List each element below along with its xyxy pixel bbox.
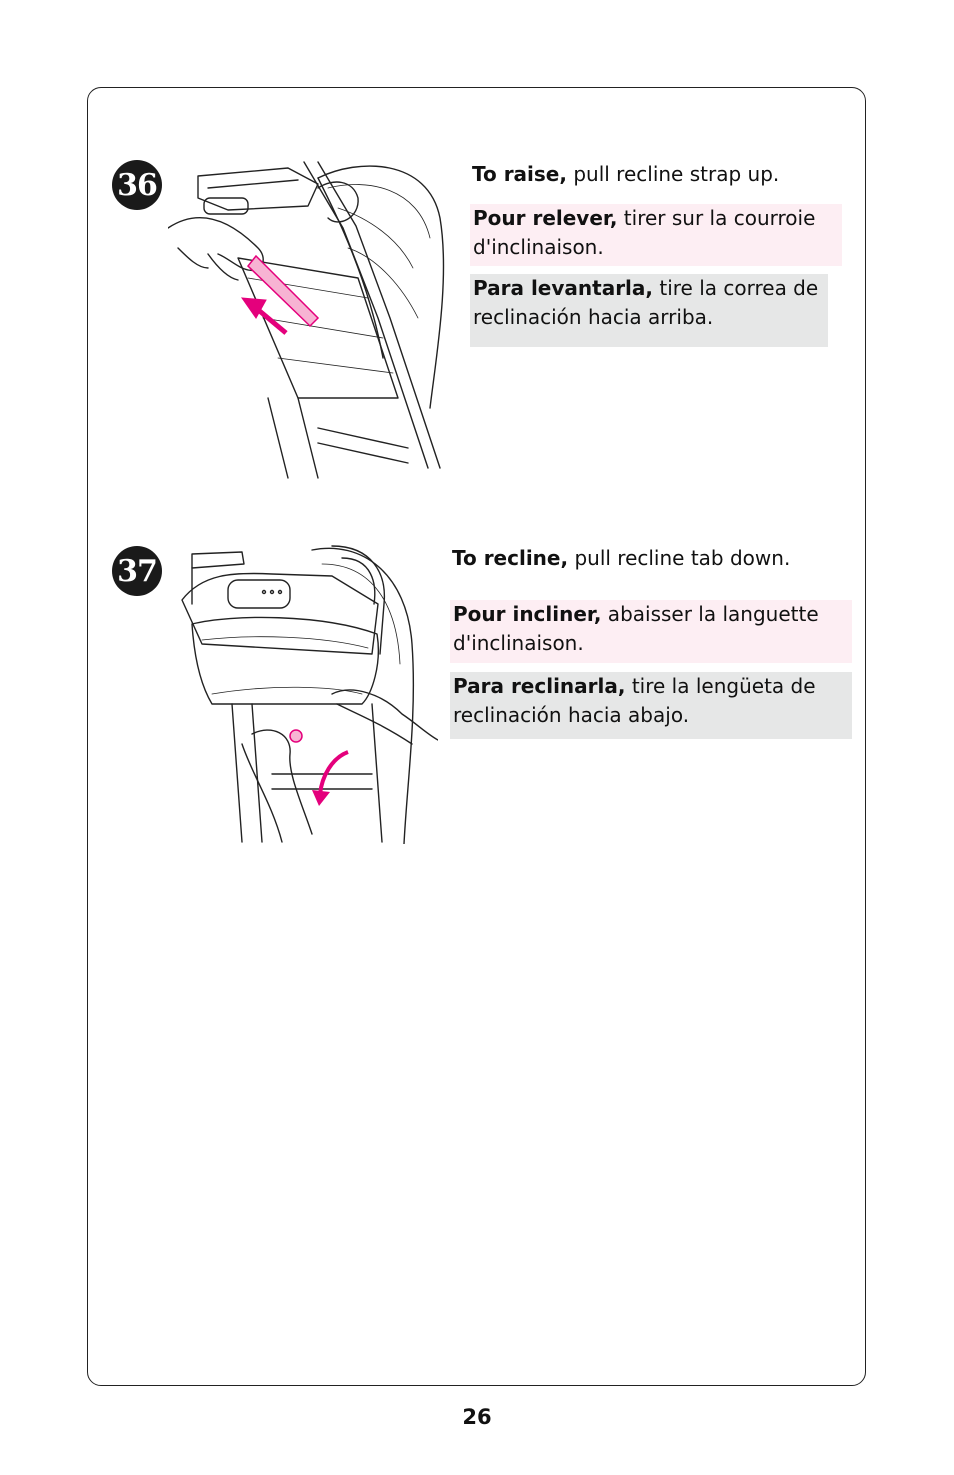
step-36-spanish-text: tire la correa de reclinación hacia arriba. [473,276,819,329]
step-37-spanish-instruction [450,672,852,739]
step-37-english-instruction [452,544,790,573]
step-36-french-instruction [470,204,842,266]
step-37-english-text: pull recline tab down. [568,546,791,570]
step-36-spanish-bold: Para levantarla, [473,276,653,300]
step-37-spanish-bold: Para reclinarla, [453,674,626,698]
step-36-french-bold: Pour relever, [473,206,618,230]
step-37-spanish-text: tire la lengüeta de reclinación hacia abajo. [453,674,816,727]
step-36-english-instruction [472,160,779,189]
stroller-recline-tab-down-illustration [172,544,438,844]
step-36-english-bold: To raise, [472,162,567,186]
step-37-number: 37 [117,553,157,589]
step-36-french-text: tirer sur la courroie d'inclinaison. [473,206,816,259]
stroller-recline-strap-up-illustration [168,158,454,480]
step-36-badge [112,160,162,210]
step-37-french-bold: Pour incliner, [453,602,602,626]
step-36-english-text: pull recline strap up. [566,162,780,186]
step-37-french-text: abaisser la languette d'inclinaison. [453,602,819,655]
page-number: 26 [462,1405,492,1429]
step-37-english-bold: To recline, [452,546,569,570]
step-37-badge [112,546,162,596]
step-36-number: 36 [117,167,157,203]
step-37-french-instruction [450,600,852,663]
step-36-spanish-instruction [470,274,828,347]
